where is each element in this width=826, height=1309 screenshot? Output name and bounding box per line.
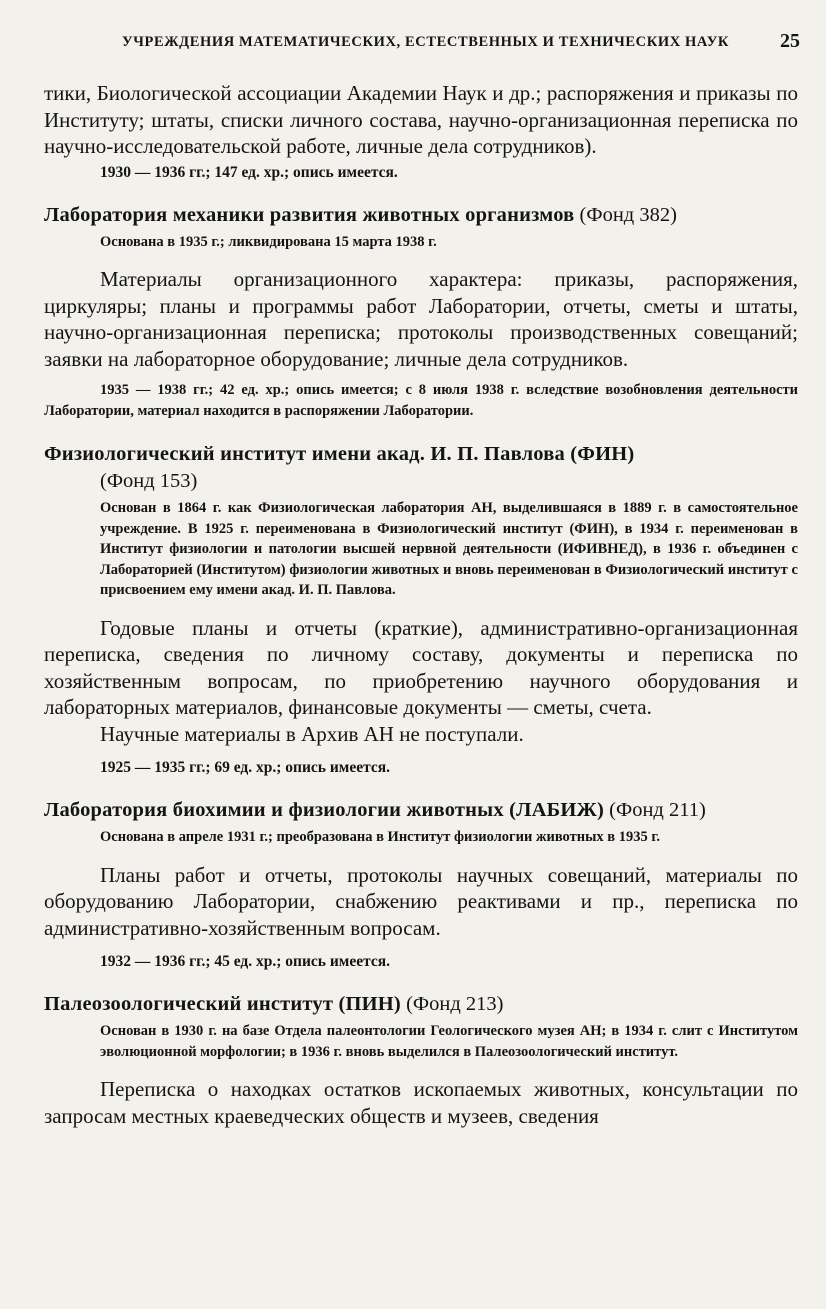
fond-heading <box>44 441 798 495</box>
founding-note: Основана в 1935 г.; ликвидирована 15 марта 1938 г. <box>100 233 437 250</box>
fond-entry-213 <box>44 991 798 1129</box>
founding-note: Основан в 1930 г. на базе Отдела палеонтологии Геологического музея АН; в 1934 г. слит с Институтом эволюционной морфологии; в 1936 г. вновь выделился в Палеозоологический институт. <box>100 1023 798 1060</box>
fond-number: (Фонд 213) <box>406 993 504 1015</box>
contents-paragraph: Годовые планы и отчеты (краткие), административно-организационная переписка, сведения по личному составу, документы и переписка по хозяйственным вопросам, по приобретению научного оборудования и лабораторных материалов, финансовые документы — сметы, счета. <box>44 615 798 719</box>
continuation-paragraph: тики, Биологической ассоциации Академии Наук и др.; распоряжения и приказы по Институту; штаты, списки личного состава, научно-организационная переписка по научно-исследовательской работе, личные дела сотрудников). <box>44 81 798 158</box>
institution-name: Палеозоологический институт (ПИН) <box>44 993 401 1015</box>
holdings-summary: 1932 — 1936 гг.; 45 ед. хр.; опись имеется. <box>100 953 391 970</box>
fond-entry-382 <box>44 202 798 422</box>
fond-heading <box>44 797 798 824</box>
page-number: 25 <box>780 30 800 52</box>
fond-heading <box>44 202 798 229</box>
institution-name: Физиологический институт имени акад. И. П. Павлова (ФИН) <box>44 443 635 465</box>
holdings-summary: 1925 — 1935 гг.; 69 ед. хр.; опись имеется. <box>100 759 391 776</box>
contents-paragraph: Материалы организационного характера: приказы, распоряжения, циркуляры; планы и программы работ Лаборатории, отчеты, сметы и штаты, научно-организационная переписка; протоколы производственных совещаний; заявки на лабораторное оборудование; личные дела сотрудников. <box>44 267 798 371</box>
founding-note: Основана в апреле 1931 г.; преобразована в Институт физиологии животных в 1935 г. <box>100 829 660 845</box>
fond-number: (Фонд 382) <box>579 203 677 226</box>
institution-name: Лаборатория механики развития животных организмов <box>44 203 575 226</box>
continuation-summary: 1930 — 1936 гг.; 147 ед. хр.; опись имеется. <box>100 163 398 181</box>
page-content <box>44 80 798 1129</box>
contents-paragraph: Научные материалы в Архив АН не поступали. <box>100 721 524 746</box>
running-title: УЧРЕЖДЕНИЯ МАТЕМАТИЧЕСКИХ, ЕСТЕСТВЕННЫХ И ТЕХНИЧЕСКИХ НАУК <box>122 34 730 50</box>
fond-number: (Фонд 211) <box>609 799 706 821</box>
institution-name: Лаборатория биохимии и физиологии животных (ЛАБИЖ) <box>44 799 605 821</box>
founding-note: Основан в 1864 г. как Физиологическая лаборатория АН, выделившаяся в 1889 г. в самостоятельное учреждение. В 1925 г. переименована в Физиологический институт (ФИН), в 1934 г. переименован в Институт физиологии и патологии высшей нервной деятельности (ИФИВНЕД), в 1936 г. объединен с Лабораторией (Институтом) физиологии животных и вновь переименован в Физиологический институт с присвоением ему имени акад. И. П. Павлова. <box>100 500 798 598</box>
fond-entry-153 <box>44 441 798 777</box>
running-header <box>0 30 826 56</box>
fond-entry-211 <box>44 797 798 971</box>
contents-paragraph: Переписка о находках остатков ископаемых животных, консультации по запросам местных краеведческих обществ и музеев, сведения <box>44 1077 798 1128</box>
holdings-summary: 1935 — 1938 гг.; 42 ед. хр.; опись имеется; с 8 июля 1938 г. вследствие возобновления деятельности Лаборатории, материал находится в распоряжении Лаборатории. <box>44 382 798 419</box>
fond-number: (Фонд 153) <box>100 470 198 492</box>
contents-paragraph: Планы работ и отчеты, протоколы научных совещаний, материалы по оборудованию Лаборатории, снабжению реактивами и пр., переписка по административно-хозяйственным вопросам. <box>44 862 798 940</box>
fond-heading <box>44 991 798 1018</box>
